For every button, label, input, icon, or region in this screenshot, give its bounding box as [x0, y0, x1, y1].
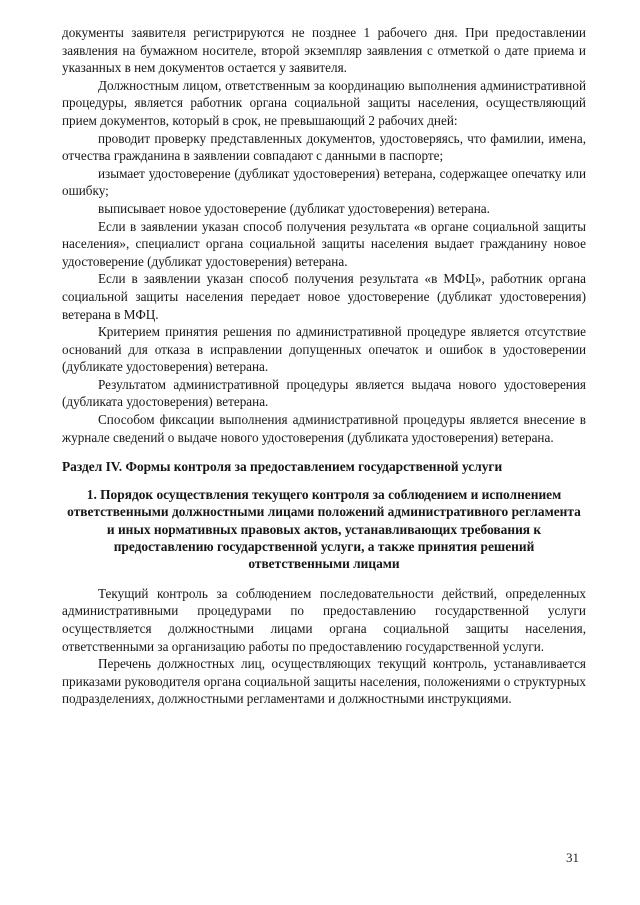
paragraph: Результатом административной процедуры является выдача нового удостоверения (дубликата удостоверения) ветерана. [62, 376, 586, 410]
list-item: проводит проверку представленных документов, удостоверяясь, что фамилии, имена, отчества гражданина в заявлении совпадают с данными в паспорте; [62, 130, 586, 164]
paragraph: Перечень должностных лиц, осуществляющих текущий контроль, устанавливается приказами руководителя органа социальной защиты населения, положениями о структурных подразделениях, должностными регламентами и должностными инструкциями. [62, 656, 586, 707]
page-number: 31 [566, 850, 579, 865]
paragraph: Должностным лицом, ответственным за координацию выполнения административной процедуры, является работник органа социальной защиты населения, осуществляющий прием документов, который в срок, не превышающий 2 рабочих дней: [62, 77, 586, 128]
subsection-title: 1. Порядок осуществления текущего контроля за соблюдением и исполнением ответственными должностными лицами положений административного регламента и иных нормативных правовых актов, устанавливающих требования к предоставлению государственной услуги, а также принятия решений ответственными лицами [67, 486, 581, 572]
document-page [62, 24, 586, 708]
paragraph: Если в заявлении указан способ получения результата «в МФЦ», работник органа социальной защиты населения передает новое удостоверение (дубликат удостоверения) ветерана в МФЦ. [62, 271, 586, 322]
paragraph: Текущий контроль за соблюдением последовательности действий, определенных административными процедурами по предоставлению государственной услуги осуществляется должностными лицами органа социальной защиты населения, ответственными за организацию работы по предоставлению государственной услуги. [62, 585, 586, 654]
paragraph: Способом фиксации выполнения административной процедуры является внесение в журнале сведений о выдаче нового удостоверения (дубликата удостоверения) ветерана. [62, 412, 586, 445]
list-item: изымает удостоверение (дубликат удостоверения) ветерана, содержащее опечатку или ошибку; [62, 165, 586, 199]
paragraph: документы заявителя регистрируются не позднее 1 рабочего дня. При предоставлении заявления на бумажном носителе, второй экземпляр заявления с отметкой о дате приема и указанных в нем документов остается у заявителя. [62, 25, 586, 76]
list-item: выписывает новое удостоверение (дубликат удостоверения) ветерана. [98, 200, 490, 216]
section-title: Раздел IV. Формы контроля за предоставлением государственной услуги [62, 459, 503, 475]
paragraph: Критерием принятия решения по административной процедуре является отсутствие оснований для отказа в исправлении допущенных опечаток и ошибок в удостоверении (дубликате удостоверения) ветерана. [62, 324, 586, 375]
paragraph: Если в заявлении указан способ получения результата «в органе социальной защиты населения», специалист органа социальной защиты населения выдает гражданину новое удостоверение (дубликат удостоверения) ветерана. [62, 218, 586, 269]
